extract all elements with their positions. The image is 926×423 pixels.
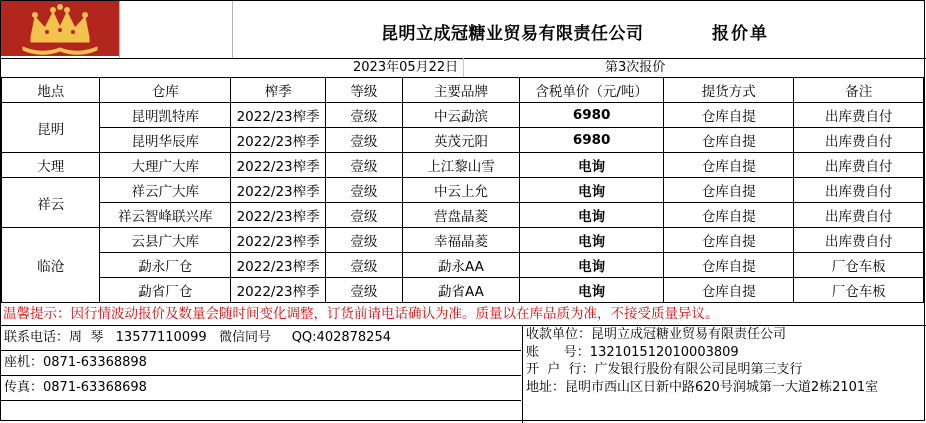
fax: 传真：0871-63368698 — [4, 380, 147, 395]
column-header: 榨季 — [231, 78, 326, 103]
landline-row — [1, 351, 521, 376]
pickup-cell: 仓库自提 — [664, 228, 794, 253]
table-row — [2, 253, 924, 278]
footer — [1, 325, 926, 423]
quote-date: 2023年05月22日 — [353, 60, 459, 75]
brand-cell: 勐永AA — [402, 253, 520, 278]
location-cell: 大理 — [2, 153, 100, 178]
price-cell: 电询 — [520, 228, 664, 253]
grade-cell: 壹级 — [326, 228, 403, 253]
remark-cell: 厂仓车板 — [794, 253, 924, 278]
location-cell: 祥云 — [2, 178, 100, 228]
account-number: 账 号：132101512010003809 — [526, 344, 739, 360]
address: 地址：昆明市西山区日新中路620号润城第一大道2栋2101室 — [526, 379, 879, 395]
warehouse-cell: 昆明华辰库 — [100, 128, 231, 153]
table-row — [2, 103, 924, 128]
payee-row — [523, 326, 926, 344]
location-cell: 临沧 — [2, 228, 100, 303]
table-row — [2, 228, 924, 253]
season-cell: 2022/23榨季 — [231, 178, 326, 203]
remark-cell: 出库费自付 — [794, 203, 924, 228]
price-cell: 电询 — [520, 203, 664, 228]
contact-panel — [1, 326, 521, 423]
grade-cell: 壹级 — [326, 203, 403, 228]
company-name: 昆明立成冠糖业贸易有限责任公司 — [381, 24, 644, 44]
pickup-cell: 仓库自提 — [664, 203, 794, 228]
remark-cell: 出库费自付 — [794, 178, 924, 203]
warehouse-cell: 勐永厂仓 — [100, 253, 231, 278]
brand-cell: 营盘晶菱 — [402, 203, 520, 228]
pickup-cell: 仓库自提 — [664, 178, 794, 203]
date-line — [1, 58, 926, 77]
bank-panel — [522, 326, 926, 423]
price-cell: 电询 — [520, 153, 664, 178]
table-row — [2, 203, 924, 228]
table-row — [2, 153, 924, 178]
grade-cell: 壹级 — [326, 153, 403, 178]
price-table — [1, 77, 924, 303]
location-cell: 昆明 — [2, 103, 100, 153]
fax-row — [1, 376, 521, 401]
price-cell: 电询 — [520, 278, 664, 303]
season-cell: 2022/23榨季 — [231, 228, 326, 253]
bank-row — [523, 361, 926, 379]
brand-cell: 幸福晶菱 — [402, 228, 520, 253]
header-divider — [232, 1, 233, 58]
column-header: 含税单价（元/吨） — [520, 78, 664, 103]
remark-cell: 出库费自付 — [794, 153, 924, 178]
payee: 收款单位：昆明立成冠糖业贸易有限责任公司 — [526, 327, 787, 342]
bank-name: 开 户 行：广发银行股份有限公司昆明第三支行 — [526, 362, 803, 377]
document-title: 报价单 — [712, 24, 769, 44]
quote-round: 第3次报价 — [605, 60, 666, 75]
table-header-row — [2, 78, 924, 103]
season-cell: 2022/23榨季 — [231, 253, 326, 278]
brand-cell: 上江黎山雪 — [402, 153, 520, 178]
warehouse-cell: 昆明凯特库 — [100, 103, 231, 128]
account-row — [523, 344, 926, 362]
pickup-cell: 仓库自提 — [664, 153, 794, 178]
grade-cell: 壹级 — [326, 253, 403, 278]
table-row — [2, 128, 924, 153]
warehouse-cell: 大理广大库 — [100, 153, 231, 178]
season-cell: 2022/23榨季 — [231, 128, 326, 153]
pickup-cell: 仓库自提 — [664, 278, 794, 303]
column-header: 等级 — [326, 78, 403, 103]
column-header: 提货方式 — [664, 78, 794, 103]
grade-cell: 壹级 — [326, 278, 403, 303]
season-cell: 2022/23榨季 — [231, 153, 326, 178]
pickup-cell: 仓库自提 — [664, 128, 794, 153]
crown-logo-icon — [1, 1, 119, 56]
table-row — [2, 278, 924, 303]
address-row — [523, 379, 926, 397]
season-cell: 2022/23榨季 — [231, 103, 326, 128]
remark-cell: 出库费自付 — [794, 103, 924, 128]
landline: 座机：0871-63368898 — [4, 355, 147, 370]
warehouse-cell: 勐省厂仓 — [100, 278, 231, 303]
notice-text: 温馨提示：因行情波动报价及数量会随时间变化调整，订货前请电话确认为准。质量以在库品质为准，不接受质量异议。 — [3, 306, 719, 322]
brand-cell: 勐省AA — [402, 278, 520, 303]
price-cell: 电询 — [520, 178, 664, 203]
warehouse-cell: 祥云广大库 — [100, 178, 231, 203]
brand-cell: 中云勐滨 — [402, 103, 520, 128]
remark-cell: 厂仓车板 — [794, 278, 924, 303]
date-divider — [463, 58, 464, 77]
grade-cell: 壹级 — [326, 103, 403, 128]
header-divider — [119, 1, 120, 58]
grade-cell: 壹级 — [326, 178, 403, 203]
brand-cell: 英茂元阳 — [402, 128, 520, 153]
remark-cell: 出库费自付 — [794, 128, 924, 153]
header — [1, 1, 926, 59]
remark-cell: 出库费自付 — [794, 228, 924, 253]
column-header: 地点 — [2, 78, 100, 103]
season-cell: 2022/23榨季 — [231, 203, 326, 228]
brand-cell: 中云上允 — [402, 178, 520, 203]
price-cell: 6980 — [520, 128, 664, 153]
price-cell: 6980 — [520, 103, 664, 128]
grade-cell: 壹级 — [326, 128, 403, 153]
warehouse-cell: 云县广大库 — [100, 228, 231, 253]
column-header: 主要品牌 — [402, 78, 520, 103]
contact-phone-row — [1, 326, 521, 351]
warehouse-cell: 祥云智峰联兴库 — [100, 203, 231, 228]
price-cell: 电询 — [520, 253, 664, 278]
table-row — [2, 178, 924, 203]
column-header: 仓库 — [100, 78, 231, 103]
contact-phone: 联系电话：周 琴 13577110099 微信同号 QQ:402878254 — [4, 330, 391, 345]
pickup-cell: 仓库自提 — [664, 253, 794, 278]
season-cell: 2022/23榨季 — [231, 278, 326, 303]
pickup-cell: 仓库自提 — [664, 103, 794, 128]
column-header: 备注 — [794, 78, 924, 103]
